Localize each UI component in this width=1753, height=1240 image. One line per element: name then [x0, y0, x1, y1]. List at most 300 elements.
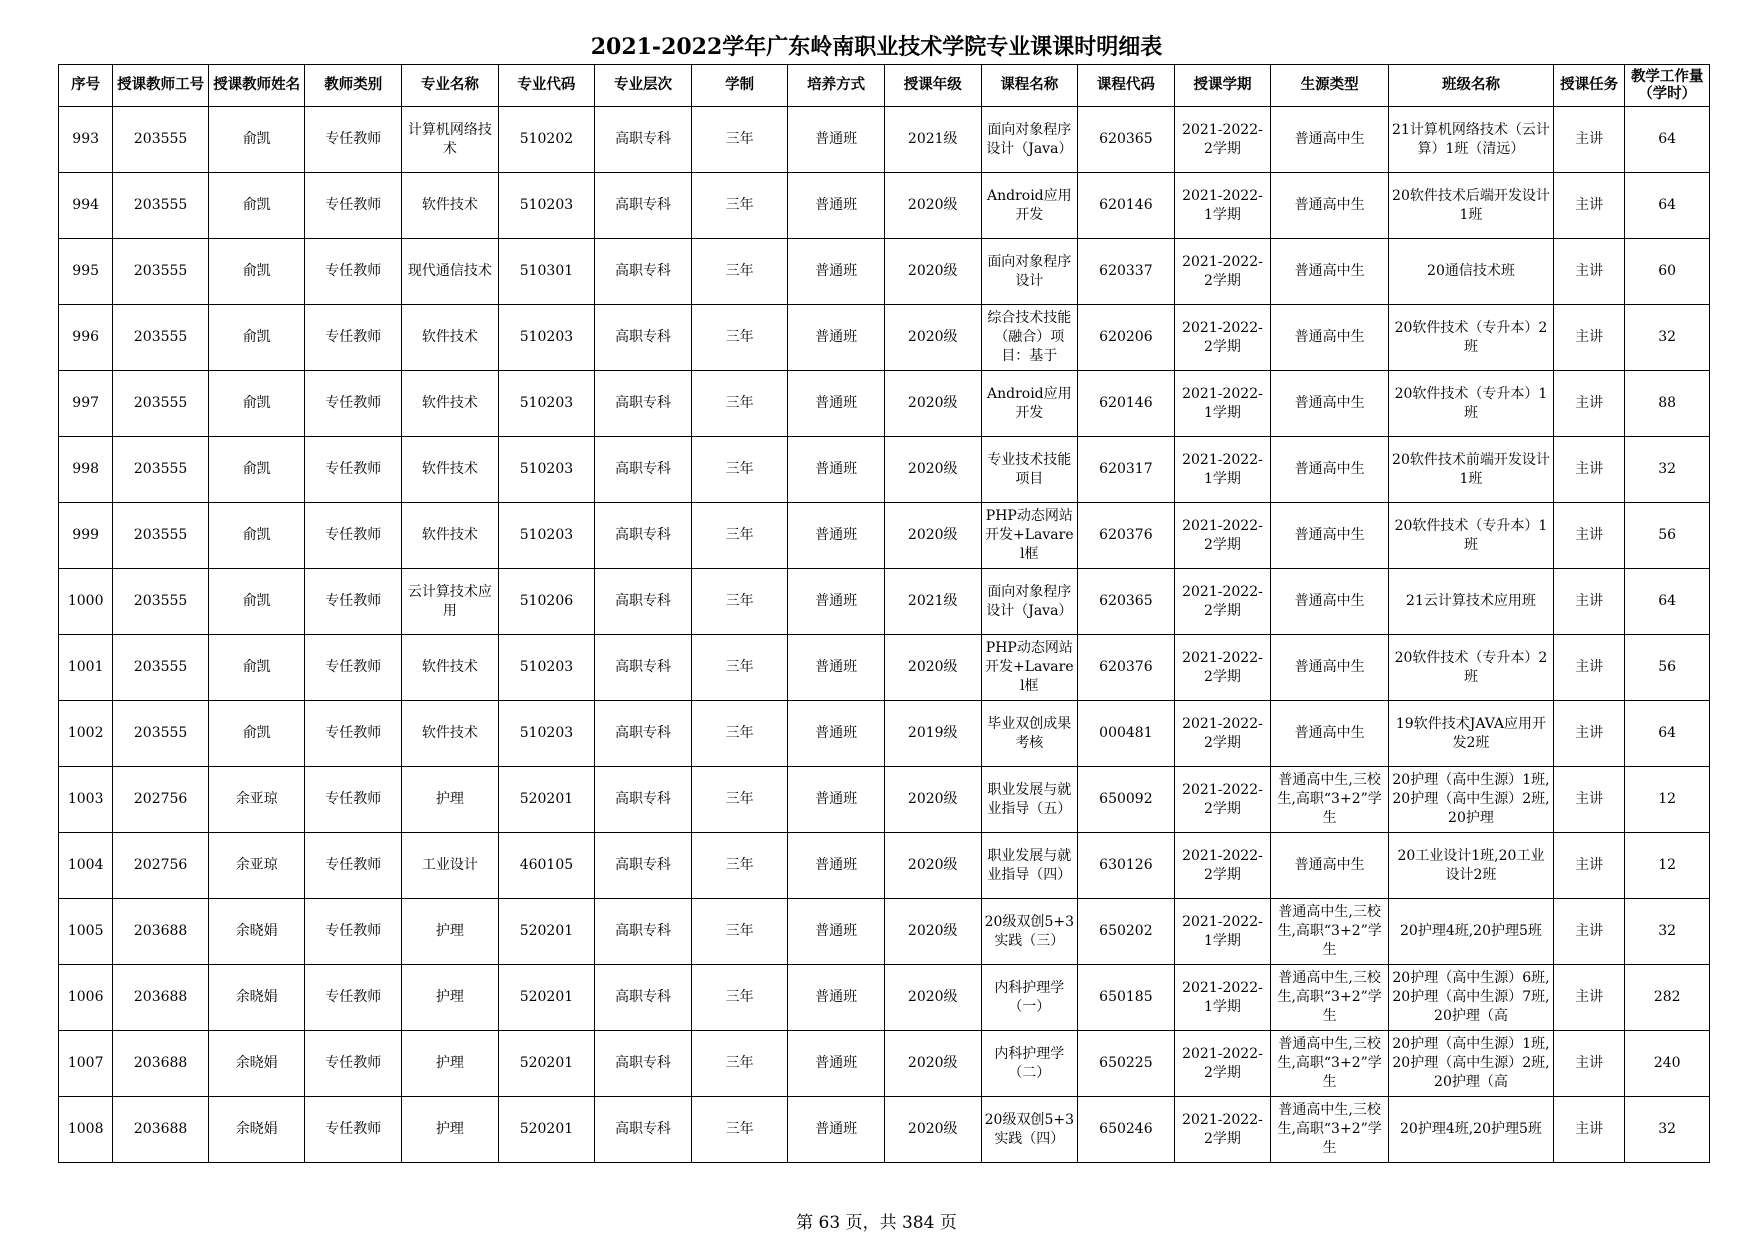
cell-semester	[1174, 437, 1271, 503]
cell-text: 三年	[725, 923, 754, 939]
cell-text: 专任教师	[325, 527, 382, 543]
cell-text: 20护理4班,20护理5班	[1400, 1121, 1542, 1137]
cell-grade	[884, 767, 981, 833]
cell-text: 520201	[519, 1055, 574, 1071]
cell-workload	[1625, 107, 1710, 173]
cell-text: 20护理4班,20护理5班	[1400, 923, 1542, 939]
cell-teacher-name	[208, 1031, 305, 1097]
cell-grade	[884, 239, 981, 305]
cell-text: 2020级	[907, 329, 958, 345]
cell-grade	[884, 503, 981, 569]
cell-text: 510203	[519, 197, 574, 213]
cell-major-name	[402, 965, 499, 1031]
cell-course-name	[981, 173, 1078, 239]
cell-text: 高职专科	[615, 791, 671, 807]
cell-text: 普通班	[815, 395, 858, 411]
cell-semester	[1174, 767, 1271, 833]
cell-text: 三年	[725, 659, 754, 675]
cell-text: 630126	[1099, 857, 1153, 873]
cell-text: 997	[72, 395, 100, 411]
cell-major-level	[595, 965, 692, 1031]
cell-text: 工业设计	[421, 857, 478, 873]
cell-course-code	[1078, 1097, 1175, 1163]
cell-seq	[59, 701, 113, 767]
cell-text: 软件技术	[421, 659, 478, 675]
cell-grade	[884, 635, 981, 701]
cell-text: 2020级	[907, 197, 958, 213]
cell-student-source	[1271, 371, 1389, 437]
cell-text: 20级双创5+3实践（四）	[984, 1111, 1074, 1147]
cell-text: 主讲	[1575, 593, 1604, 609]
cell-text: 202756	[133, 791, 188, 807]
cell-text: 普通班	[815, 659, 858, 675]
cell-course-code	[1078, 173, 1175, 239]
cell-text: 高职专科	[615, 593, 671, 609]
cell-text: 1006	[67, 989, 104, 1005]
cell-training-mode	[788, 305, 885, 371]
cell-grade	[884, 437, 981, 503]
cell-text: 1003	[67, 791, 104, 807]
cell-text: 三年	[725, 857, 754, 873]
header-schooling-years: 学制	[691, 65, 788, 107]
cell-student-source	[1271, 1031, 1389, 1097]
cell-text: 996	[72, 329, 100, 345]
cell-teacher-name	[208, 701, 305, 767]
cell-course-name	[981, 1031, 1078, 1097]
cell-teacher-name	[208, 239, 305, 305]
cell-text: 普通班	[815, 593, 858, 609]
cell-teacher-category	[305, 239, 402, 305]
cell-text: 职业发展与就业指导（四）	[987, 847, 1072, 883]
cell-text: 护理	[435, 1055, 464, 1071]
cell-text: 俞凯	[242, 131, 271, 147]
cell-text: 64	[1658, 197, 1677, 213]
cell-grade	[884, 305, 981, 371]
cell-text: 普通高中生,三校生,高职“3+2”学生	[1277, 970, 1382, 1024]
cell-text: 2020级	[907, 263, 958, 279]
cell-teacher-category	[305, 569, 402, 635]
cell-text: 520201	[519, 791, 574, 807]
cell-seq	[59, 767, 113, 833]
cell-text: 普通高中生,三校生,高职“3+2”学生	[1277, 904, 1382, 958]
cell-text: 2021-2022-2学期	[1182, 847, 1263, 883]
cell-teacher-name	[208, 899, 305, 965]
cell-major-level	[595, 173, 692, 239]
cell-text: 普通班	[815, 131, 858, 147]
cell-text: 主讲	[1575, 197, 1604, 213]
cell-student-source	[1271, 107, 1389, 173]
cell-text: 俞凯	[242, 197, 271, 213]
cell-major-code	[498, 239, 595, 305]
cell-text: 普通班	[815, 527, 858, 543]
cell-text: 32	[1658, 923, 1677, 939]
cell-seq	[59, 635, 113, 701]
cell-teacher-name	[208, 305, 305, 371]
cell-training-mode	[788, 833, 885, 899]
cell-text: 高职专科	[615, 659, 671, 675]
cell-text: 护理	[435, 989, 464, 1005]
cell-teacher-category	[305, 833, 402, 899]
cell-major-name	[402, 767, 499, 833]
header-training-mode: 培养方式	[788, 65, 885, 107]
cell-task	[1553, 107, 1624, 173]
cell-text: 专任教师	[325, 791, 382, 807]
cell-text: 32	[1658, 1121, 1677, 1137]
cell-text: 203555	[133, 461, 188, 477]
cell-text: 2021-2022-1学期	[1182, 979, 1263, 1015]
cell-schooling-years	[691, 701, 788, 767]
cell-major-name	[402, 371, 499, 437]
cell-task	[1553, 899, 1624, 965]
cell-seq	[59, 1097, 113, 1163]
cell-teacher-category	[305, 701, 402, 767]
cell-text: 普通高中生	[1294, 395, 1365, 411]
cell-task	[1553, 305, 1624, 371]
cell-major-level	[595, 899, 692, 965]
cell-text: 20护理（高中生源）1班,20护理（高中生源）2班,20护理（高	[1392, 1036, 1550, 1090]
cell-text: 专任教师	[325, 857, 382, 873]
cell-class-name	[1388, 173, 1553, 239]
cell-class-name	[1388, 767, 1553, 833]
cell-teacher-id	[113, 767, 209, 833]
cell-seq	[59, 305, 113, 371]
cell-text: 主讲	[1575, 1121, 1604, 1137]
cell-text: 2021-2022-2学期	[1182, 715, 1263, 751]
cell-class-name	[1388, 569, 1553, 635]
cell-text: 20软件技术（专升本）2班	[1394, 319, 1548, 355]
cell-teacher-name	[208, 173, 305, 239]
cell-major-code	[498, 635, 595, 701]
cell-text: 32	[1658, 461, 1677, 477]
cell-text: 650185	[1099, 989, 1153, 1005]
cell-text: 650246	[1099, 1121, 1153, 1137]
cell-semester	[1174, 305, 1271, 371]
cell-text: 俞凯	[242, 659, 271, 675]
cell-text: 620376	[1099, 659, 1153, 675]
cell-teacher-id	[113, 107, 209, 173]
cell-text: 专任教师	[325, 923, 382, 939]
header-seq: 序号	[59, 65, 113, 107]
cell-text: 三年	[725, 461, 754, 477]
cell-text: 2020级	[907, 989, 958, 1005]
cell-major-code	[498, 371, 595, 437]
cell-teacher-id	[113, 635, 209, 701]
cell-text: 普通高中生	[1294, 329, 1365, 345]
cell-training-mode	[788, 767, 885, 833]
cell-major-name	[402, 437, 499, 503]
cell-workload	[1625, 305, 1710, 371]
cell-text: 俞凯	[242, 263, 271, 279]
cell-training-mode	[788, 701, 885, 767]
cell-text: 高职专科	[615, 527, 671, 543]
cell-text: 510203	[519, 461, 574, 477]
cell-course-code	[1078, 371, 1175, 437]
cell-semester	[1174, 635, 1271, 701]
cell-major-name	[402, 635, 499, 701]
cell-grade	[884, 173, 981, 239]
cell-task	[1553, 833, 1624, 899]
cell-major-code	[498, 1097, 595, 1163]
cell-seq	[59, 899, 113, 965]
cell-text: 计算机网络技术	[407, 121, 492, 157]
cell-course-code	[1078, 1031, 1175, 1097]
cell-text: 面向对象程序设计（Java）	[986, 583, 1073, 619]
cell-text: 主讲	[1575, 989, 1604, 1005]
cell-text: 余亚琼	[235, 791, 278, 807]
cell-text: 三年	[725, 791, 754, 807]
cell-major-level	[595, 503, 692, 569]
cell-text: 普通高中生	[1294, 527, 1365, 543]
cell-major-level	[595, 833, 692, 899]
cell-text: 普通班	[815, 1055, 858, 1071]
cell-text: PHP动态网站开发+Lavarel框	[985, 640, 1074, 694]
cell-schooling-years	[691, 965, 788, 1031]
cell-text: 余晓娟	[235, 1055, 278, 1071]
cell-training-mode	[788, 503, 885, 569]
cell-text: 专任教师	[325, 1121, 382, 1137]
cell-text: 三年	[725, 725, 754, 741]
cell-text: 20软件技术（专升本）2班	[1394, 649, 1548, 685]
cell-text: 专任教师	[325, 131, 382, 147]
cell-teacher-name	[208, 635, 305, 701]
cell-text: 高职专科	[615, 461, 671, 477]
cell-course-code	[1078, 635, 1175, 701]
cell-text: 主讲	[1575, 923, 1604, 939]
cell-major-code	[498, 437, 595, 503]
cell-text: 主讲	[1575, 1055, 1604, 1071]
cell-major-code	[498, 1031, 595, 1097]
cell-text: 620337	[1099, 263, 1153, 279]
cell-text: 21云计算技术应用班	[1406, 593, 1536, 609]
cell-text: 普通班	[815, 1121, 858, 1137]
cell-text: 普通高中生	[1294, 461, 1365, 477]
cell-text: 203555	[133, 263, 188, 279]
cell-text: 203555	[133, 131, 188, 147]
cell-text: 主讲	[1575, 659, 1604, 675]
cell-text: 软件技术	[421, 197, 478, 213]
cell-course-code	[1078, 239, 1175, 305]
cell-workload	[1625, 371, 1710, 437]
cell-text: 云计算技术应用	[407, 583, 492, 619]
cell-text: 203688	[133, 989, 188, 1005]
cell-major-code	[498, 305, 595, 371]
cell-schooling-years	[691, 503, 788, 569]
cell-task	[1553, 239, 1624, 305]
cell-course-name	[981, 1097, 1078, 1163]
cell-task	[1553, 437, 1624, 503]
cell-grade	[884, 107, 981, 173]
cell-student-source	[1271, 1097, 1389, 1163]
cell-text: 普通高中生	[1294, 857, 1365, 873]
cell-text: 三年	[725, 263, 754, 279]
cell-major-name	[402, 305, 499, 371]
cell-workload	[1625, 173, 1710, 239]
cell-text: 1008	[67, 1121, 104, 1137]
cell-text: 主讲	[1575, 461, 1604, 477]
cell-text: 余晓娟	[235, 923, 278, 939]
cell-major-name	[402, 701, 499, 767]
cell-text: 203555	[133, 197, 188, 213]
cell-text: 2021-2022-2学期	[1182, 583, 1263, 619]
cell-text: 203688	[133, 923, 188, 939]
cell-text: 高职专科	[615, 395, 671, 411]
cell-grade	[884, 569, 981, 635]
cell-major-level	[595, 1097, 692, 1163]
cell-text: 1007	[67, 1055, 104, 1071]
cell-text: 三年	[725, 1121, 754, 1137]
cell-text: 2021-2022-2学期	[1182, 319, 1263, 355]
cell-workload	[1625, 437, 1710, 503]
cell-text: 620146	[1099, 197, 1153, 213]
header-major-name: 专业名称	[402, 65, 499, 107]
cell-training-mode	[788, 371, 885, 437]
page-footer: 第 63 页，共 384 页	[796, 1213, 957, 1233]
cell-text: 12	[1658, 857, 1677, 873]
cell-schooling-years	[691, 767, 788, 833]
cell-schooling-years	[691, 239, 788, 305]
cell-student-source	[1271, 767, 1389, 833]
cell-workload	[1625, 239, 1710, 305]
cell-text: 普通高中生	[1294, 197, 1365, 213]
cell-task	[1553, 635, 1624, 701]
cell-workload	[1625, 833, 1710, 899]
cell-text: 2021-2022-2学期	[1182, 649, 1263, 685]
cell-text: 普通高中生,三校生,高职“3+2”学生	[1277, 1102, 1382, 1156]
cell-text: 专任教师	[325, 1055, 382, 1071]
cell-workload	[1625, 569, 1710, 635]
cell-schooling-years	[691, 1031, 788, 1097]
cell-text: 520201	[519, 1121, 574, 1137]
cell-text: 毕业双创成果考核	[987, 715, 1072, 751]
cell-major-level	[595, 569, 692, 635]
cell-training-mode	[788, 1097, 885, 1163]
cell-teacher-id	[113, 437, 209, 503]
table-row	[59, 437, 1710, 503]
cell-text: 高职专科	[615, 725, 671, 741]
cell-text: 俞凯	[242, 593, 271, 609]
cell-teacher-category	[305, 305, 402, 371]
cell-text: 俞凯	[242, 395, 271, 411]
cell-text: 2020级	[907, 659, 958, 675]
cell-grade	[884, 833, 981, 899]
header-class-name: 班级名称	[1388, 65, 1553, 107]
table-body	[59, 107, 1710, 1163]
cell-course-name	[981, 371, 1078, 437]
table-row	[59, 767, 1710, 833]
cell-teacher-category	[305, 371, 402, 437]
cell-student-source	[1271, 569, 1389, 635]
cell-teacher-name	[208, 965, 305, 1031]
cell-text: 20工业设计1班,20工业设计2班	[1397, 847, 1545, 883]
cell-major-code	[498, 965, 595, 1031]
cell-major-code	[498, 569, 595, 635]
cell-course-code	[1078, 767, 1175, 833]
table-row	[59, 371, 1710, 437]
cell-seq	[59, 107, 113, 173]
cell-major-code	[498, 503, 595, 569]
cell-major-level	[595, 437, 692, 503]
cell-course-code	[1078, 569, 1175, 635]
cell-text: 专任教师	[325, 725, 382, 741]
cell-course-name	[981, 107, 1078, 173]
cell-teacher-category	[305, 1097, 402, 1163]
cell-teacher-category	[305, 635, 402, 701]
cell-text: 2021-2022-2学期	[1182, 1111, 1263, 1147]
cell-schooling-years	[691, 635, 788, 701]
cell-course-code	[1078, 965, 1175, 1031]
cell-text: 三年	[725, 593, 754, 609]
cell-major-level	[595, 371, 692, 437]
cell-text: 2021-2022-2学期	[1182, 121, 1263, 157]
cell-teacher-id	[113, 899, 209, 965]
cell-text: 2021-2022-2学期	[1182, 517, 1263, 553]
cell-teacher-category	[305, 767, 402, 833]
cell-semester	[1174, 371, 1271, 437]
cell-text: 俞凯	[242, 461, 271, 477]
cell-text: Android应用开发	[986, 385, 1072, 421]
cell-training-mode	[788, 1031, 885, 1097]
cell-text: 1002	[67, 725, 104, 741]
cell-teacher-name	[208, 569, 305, 635]
cell-text: 高职专科	[615, 1055, 671, 1071]
cell-text: 650092	[1099, 791, 1153, 807]
cell-text: 余晓娟	[235, 989, 278, 1005]
cell-text: 2019级	[907, 725, 958, 741]
cell-teacher-id	[113, 173, 209, 239]
cell-text: 202756	[133, 857, 188, 873]
cell-schooling-years	[691, 371, 788, 437]
cell-text: 俞凯	[242, 527, 271, 543]
cell-class-name	[1388, 1097, 1553, 1163]
cell-class-name	[1388, 635, 1553, 701]
cell-teacher-name	[208, 833, 305, 899]
cell-workload	[1625, 701, 1710, 767]
cell-text: 1000	[67, 593, 104, 609]
cell-text: 主讲	[1575, 329, 1604, 345]
cell-text: 203555	[133, 395, 188, 411]
cell-teacher-id	[113, 503, 209, 569]
cell-teacher-id	[113, 833, 209, 899]
table-row	[59, 701, 1710, 767]
cell-text: 510203	[519, 527, 574, 543]
cell-student-source	[1271, 833, 1389, 899]
cell-text: 专任教师	[325, 395, 382, 411]
header-semester: 授课学期	[1174, 65, 1271, 107]
cell-seq	[59, 239, 113, 305]
header-course-code: 课程代码	[1078, 65, 1175, 107]
cell-text: 主讲	[1575, 857, 1604, 873]
cell-workload	[1625, 635, 1710, 701]
cell-text: 普通高中生,三校生,高职“3+2”学生	[1277, 772, 1382, 826]
cell-teacher-category	[305, 1031, 402, 1097]
cell-course-name	[981, 569, 1078, 635]
cell-student-source	[1271, 305, 1389, 371]
cell-text: 软件技术	[421, 527, 478, 543]
cell-major-code	[498, 767, 595, 833]
cell-text: 主讲	[1575, 527, 1604, 543]
cell-text: 普通班	[815, 329, 858, 345]
cell-text: 三年	[725, 329, 754, 345]
cell-teacher-name	[208, 503, 305, 569]
cell-text: 32	[1658, 329, 1677, 345]
cell-text: 510203	[519, 659, 574, 675]
cell-text: 普通班	[815, 461, 858, 477]
cell-major-level	[595, 635, 692, 701]
cell-seq	[59, 371, 113, 437]
cell-text: 19软件技术JAVA应用开发2班	[1395, 715, 1547, 751]
cell-text: 护理	[435, 1121, 464, 1137]
cell-text: 主讲	[1575, 725, 1604, 741]
